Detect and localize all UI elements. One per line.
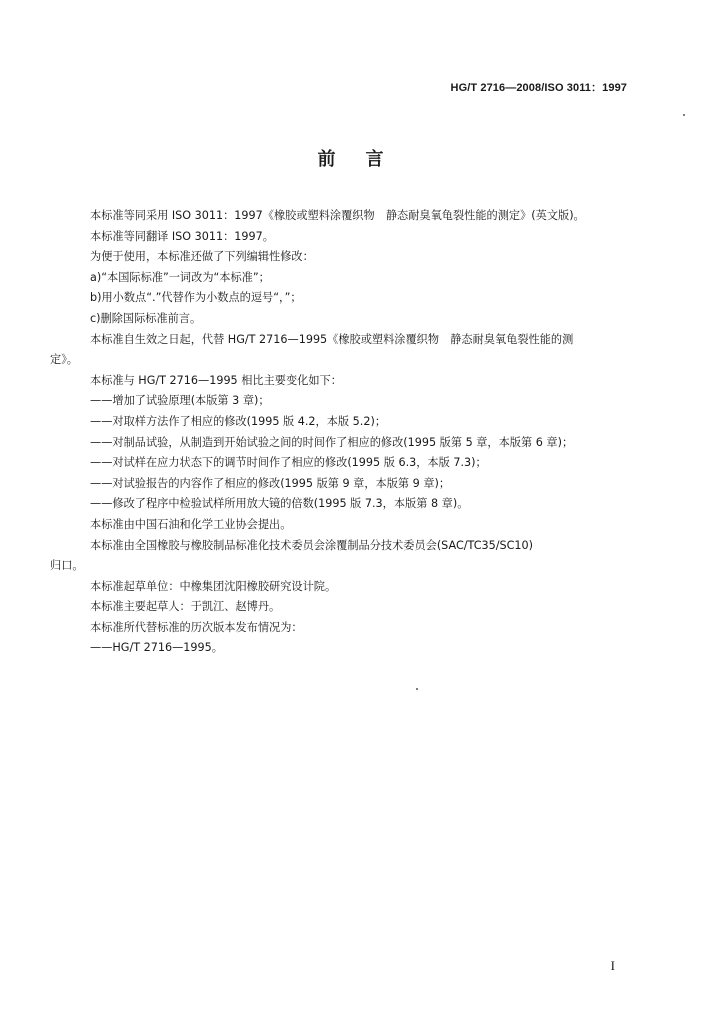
change-item-6: ——修改了程序中检验试样所用放大镜的倍数(1995 版 7.3，本版第 8 章)。 <box>90 497 469 511</box>
editorial-item-a: a)“本国际标准”一词改为“本标准”； <box>90 270 270 284</box>
page-title: 前言 <box>317 149 414 170</box>
paragraph-translation: 本标准等同翻译 ISO 3011：1997。 <box>90 229 274 243</box>
change-item-2: ——对取样方法作了相应的修改(1995 版 4.2，本版 5.2)； <box>90 414 387 428</box>
scan-speck <box>683 114 685 116</box>
editorial-item-b: b)用小数点“.”代替作为小数点的逗号“，”； <box>90 291 302 305</box>
foreword-body <box>52 206 644 659</box>
paragraph-history-intro: 本标准所代替标准的历次版本发布情况为： <box>90 620 303 634</box>
change-item-4: ——对试样在应力状态下的调节时间作了相应的修改(1995 版 6.3，本版 7.3)； <box>90 456 487 470</box>
paragraph-jurisdiction-line1: 本标准由全国橡胶与橡胶制品标准化技术委员会涂覆制品分技术委员会(SAC/TC35/SC10) <box>90 538 534 552</box>
paragraph-drafters: 本标准主要起草人：于凯江、赵博丹。 <box>90 600 281 614</box>
paragraph-changes-intro: 本标准与 HG/T 2716—1995 相比主要变化如下： <box>90 373 342 387</box>
page-number: I <box>610 958 615 973</box>
scan-speck <box>416 688 418 690</box>
paragraph-proposer: 本标准由中国石油和化学工业协会提出。 <box>90 517 292 531</box>
change-item-1: ——增加了试验原理(本版第 3 章)； <box>90 394 270 408</box>
paragraph-adoption: 本标准等同采用 ISO 3011：1997《橡胶或塑料涂覆织物 静态耐臭氧龟裂性能的测定》(英文版)。 <box>90 209 585 222</box>
editorial-item-c: c)删除国际标准前言。 <box>90 311 202 325</box>
paragraph-drafting-unit: 本标准起草单位：中橡集团沈阳橡胶研究设计院。 <box>90 579 337 593</box>
paragraph-replacement-line1: 本标准自生效之日起，代替 HG/T 2716—1995《橡胶或塑料涂覆织物 静态耐臭氧龟裂性能的测 <box>90 332 574 346</box>
paragraph-replacement-line2: 定》。 <box>50 353 78 367</box>
paragraph-editorial-intro: 为便于使用，本标准还做了下列编辑性修改： <box>90 250 314 264</box>
standard-code-header: HG/T 2716—2008/ISO 3011：1997 <box>450 82 627 94</box>
change-item-5: ——对试验报告的内容作了相应的修改(1995 版第 9 章，本版第 9 章)； <box>90 476 451 490</box>
change-item-3: ——对制品试验，从制造到开始试验之间的时间作了相应的修改(1995 版第 5 章，本版第 6 章)； <box>90 435 574 449</box>
history-item: ——HG/T 2716—1995。 <box>90 641 223 655</box>
paragraph-jurisdiction-line2: 归口。 <box>50 559 84 573</box>
